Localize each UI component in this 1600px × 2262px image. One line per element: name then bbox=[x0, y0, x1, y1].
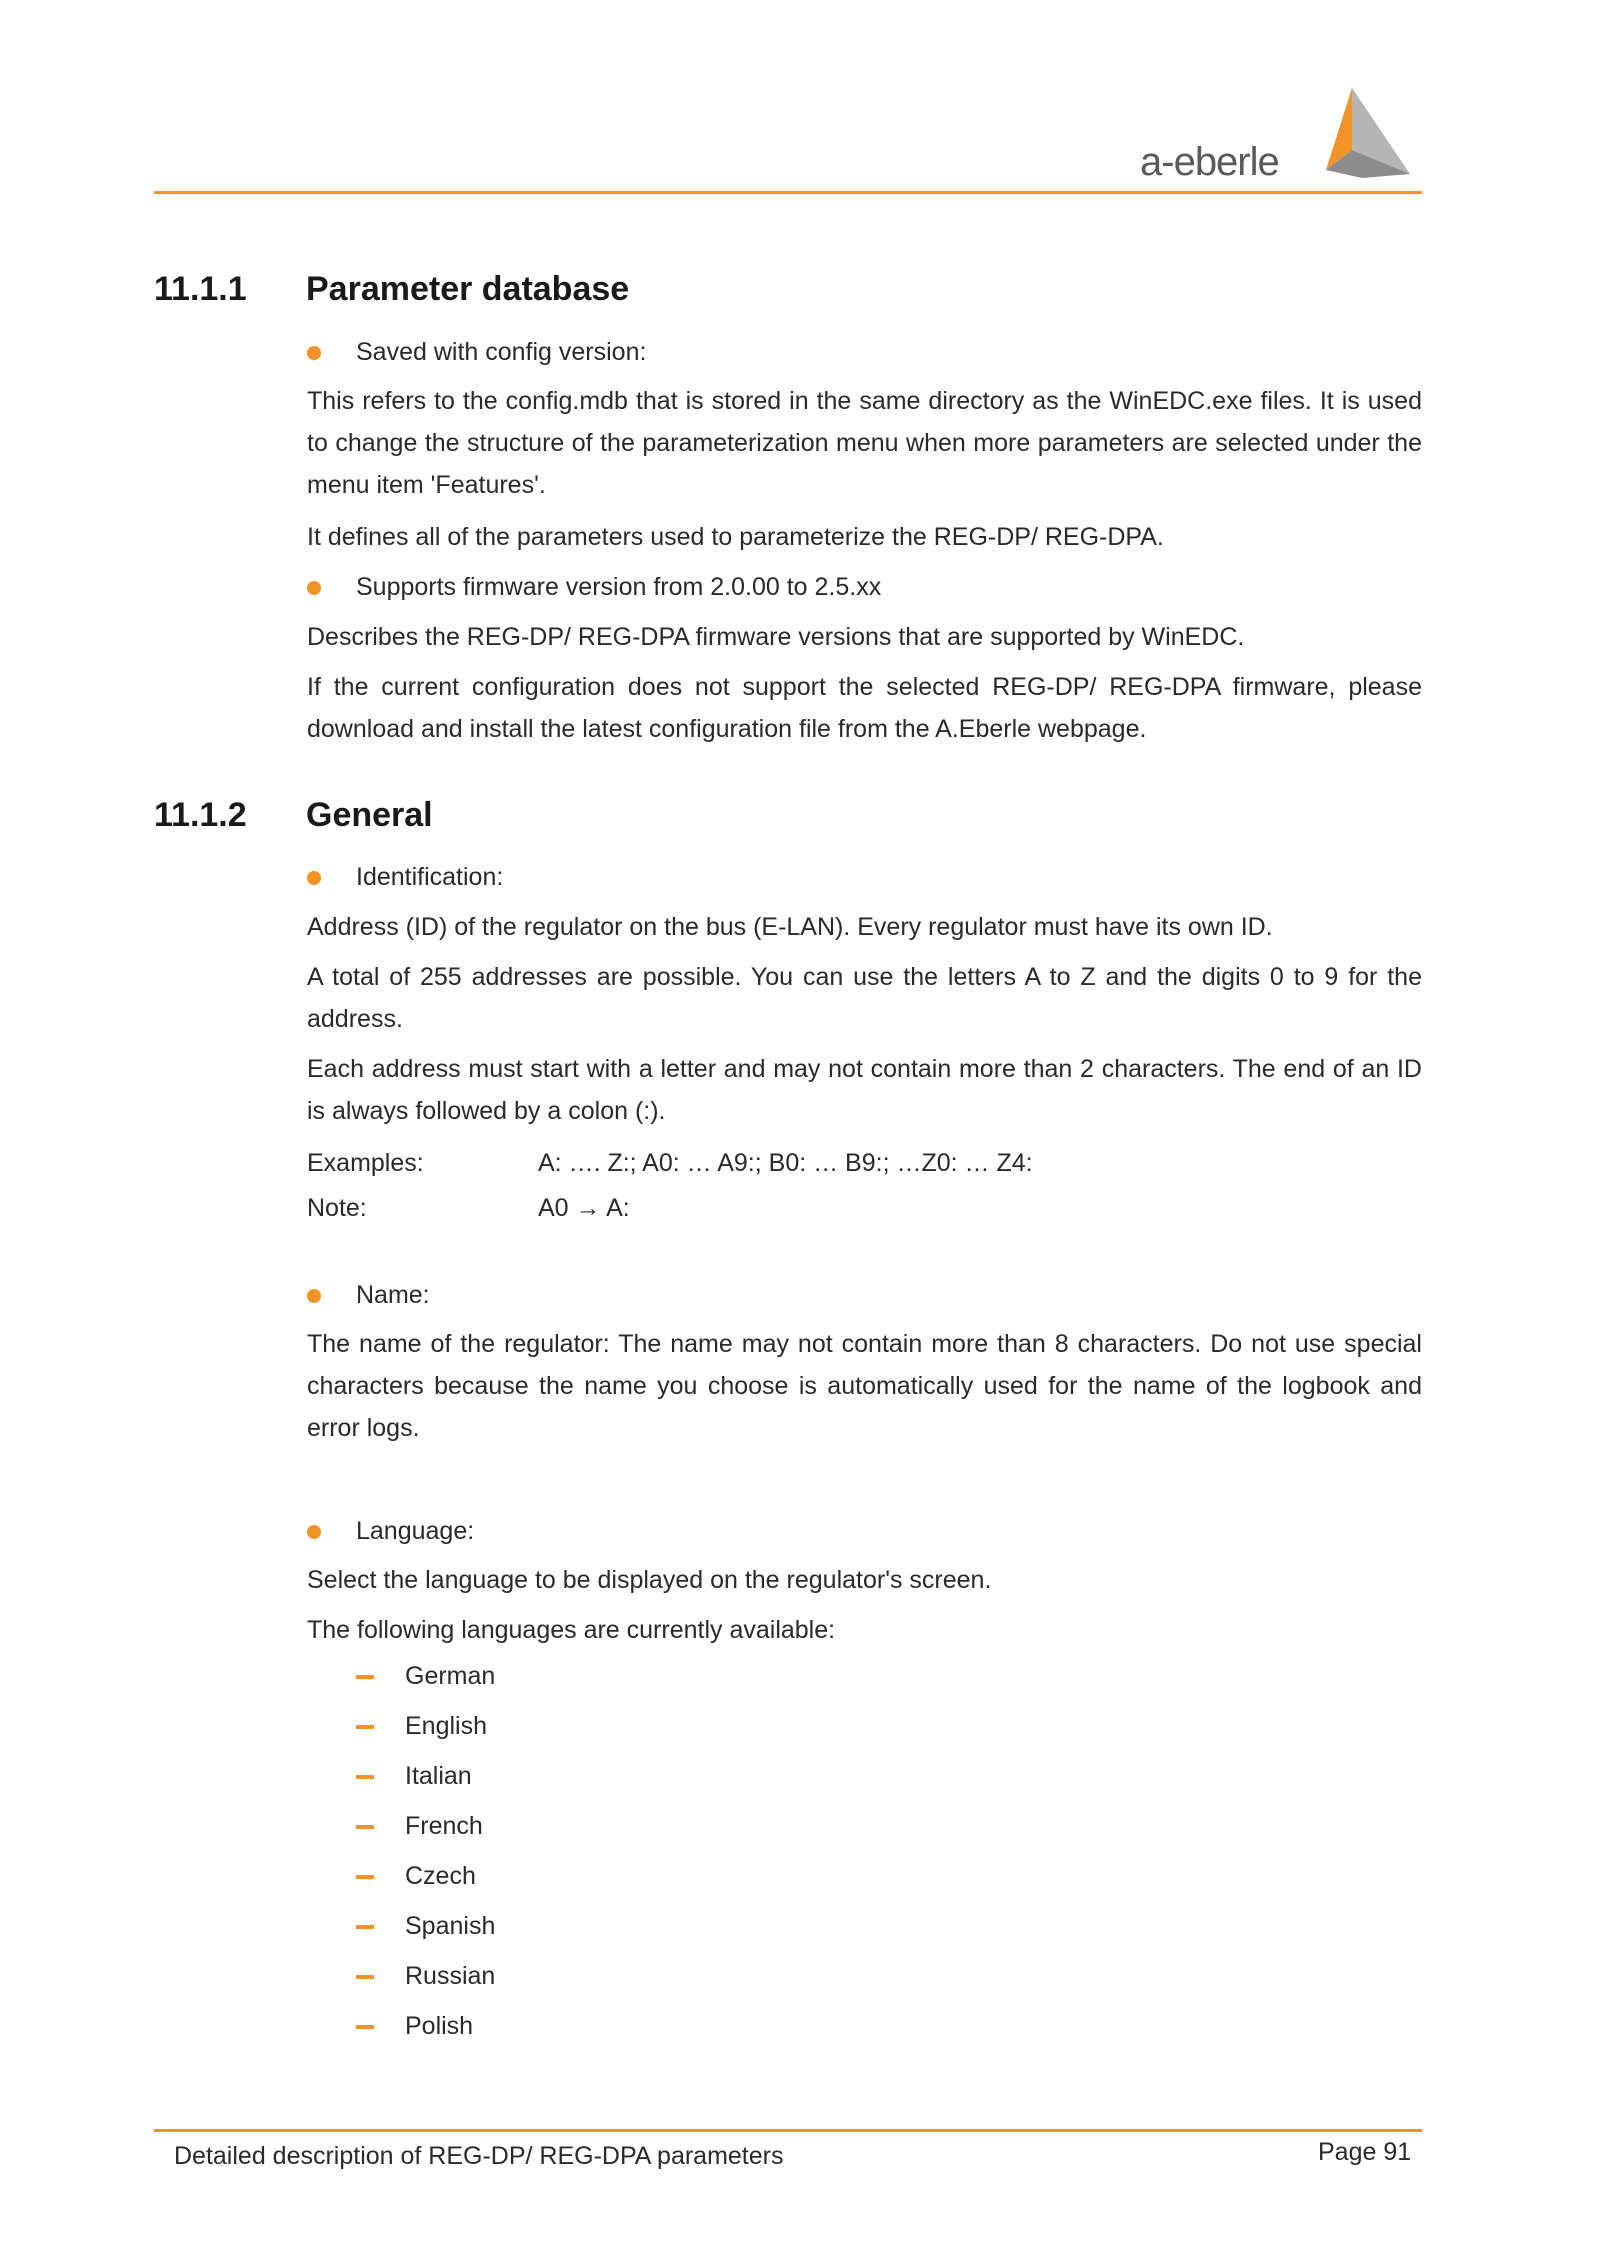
section-number: 11.1.1 bbox=[154, 270, 247, 308]
language-label: Czech bbox=[405, 1862, 476, 1890]
page-number: Page 91 bbox=[1318, 2138, 1412, 2166]
language-label: German bbox=[405, 1662, 496, 1690]
examples-label: Examples: bbox=[307, 1149, 424, 1177]
footer-document-title: Detailed description of REG-DP/ REG-DPA parameters bbox=[174, 2142, 784, 2170]
company-logo bbox=[1140, 88, 1410, 184]
dash-bullet-icon bbox=[356, 1875, 374, 1879]
section-number: 11.1.2 bbox=[154, 796, 247, 834]
language-label: Italian bbox=[405, 1762, 472, 1790]
language-label: French bbox=[405, 1812, 483, 1840]
paragraph: Each address must start with a letter and may not contain more than 2 characters. The end of an ID is always followed by a colon (:). bbox=[307, 1055, 1422, 1125]
section-heading-general bbox=[154, 796, 433, 835]
section-title: General bbox=[306, 796, 433, 834]
bullet-label: Supports firmware version from 2.0.00 to 2.5.xx bbox=[356, 573, 882, 601]
dash-bullet-icon bbox=[356, 1925, 374, 1929]
language-label: Spanish bbox=[405, 1912, 496, 1940]
dash-bullet-icon bbox=[356, 1975, 374, 1979]
language-label: English bbox=[405, 1712, 487, 1740]
paragraph: The following languages are currently available: bbox=[307, 1616, 836, 1644]
dash-bullet-icon bbox=[356, 2025, 374, 2029]
note-value: A0 → A: bbox=[538, 1194, 630, 1222]
paragraph: The name of the regulator: The name may not contain more than 8 characters. Do not use special characters because the name you choose is automatically used for the name of the logbook and error logs. bbox=[307, 1330, 1422, 1442]
note-label: Note: bbox=[307, 1194, 367, 1222]
paragraph: Address (ID) of the regulator on the bus (E-LAN). Every regulator must have its own ID. bbox=[307, 913, 1273, 941]
language-label: Polish bbox=[405, 2012, 474, 2040]
section-heading-parameter-database bbox=[154, 270, 629, 309]
section-title: Parameter database bbox=[306, 270, 630, 308]
paragraph: Select the language to be displayed on the regulator's screen. bbox=[307, 1566, 992, 1594]
logo-wordmark: a-eberle bbox=[1140, 140, 1279, 184]
paragraph: If the current configuration does not support the selected REG-DP/ REG-DPA firmware, please download and install the latest configuration file from the A.Eberle webpage. bbox=[307, 673, 1422, 743]
bullet-dot-icon bbox=[307, 1289, 321, 1303]
footer-divider bbox=[154, 2129, 1422, 2132]
bullet-label: Saved with config version: bbox=[356, 338, 647, 366]
bullet-dot-icon bbox=[307, 346, 321, 360]
dash-bullet-icon bbox=[356, 1675, 374, 1679]
bullet-dot-icon bbox=[307, 871, 321, 885]
examples-value: A: …. Z:; A0: … A9:; B0: … B9:; …Z0: … Z4: bbox=[538, 1149, 1033, 1177]
dash-bullet-icon bbox=[356, 1775, 374, 1779]
bullet-dot-icon bbox=[307, 1525, 321, 1539]
bullet-dot-icon bbox=[307, 581, 321, 595]
dash-bullet-icon bbox=[356, 1825, 374, 1829]
paragraph: A total of 255 addresses are possible. You can use the letters A to Z and the digits 0 to 9 for the address. bbox=[307, 963, 1422, 1033]
header-divider bbox=[154, 191, 1422, 194]
bullet-label: Identification: bbox=[356, 863, 504, 891]
dash-bullet-icon bbox=[356, 1725, 374, 1729]
bullet-label: Language: bbox=[356, 1517, 475, 1545]
paragraph: Describes the REG-DP/ REG-DPA firmware versions that are supported by WinEDC. bbox=[307, 623, 1245, 651]
paragraph: It defines all of the parameters used to parameterize the REG-DP/ REG-DPA. bbox=[307, 523, 1164, 551]
paragraph: This refers to the config.mdb that is stored in the same directory as the WinEDC.exe files. It is used to change the structure of the parameterization menu when more parameters are selected under the menu item 'Features'. bbox=[307, 387, 1422, 499]
bullet-label: Name: bbox=[356, 1281, 430, 1309]
language-label: Russian bbox=[405, 1962, 496, 1990]
logo-triangle-icon bbox=[1302, 88, 1410, 184]
